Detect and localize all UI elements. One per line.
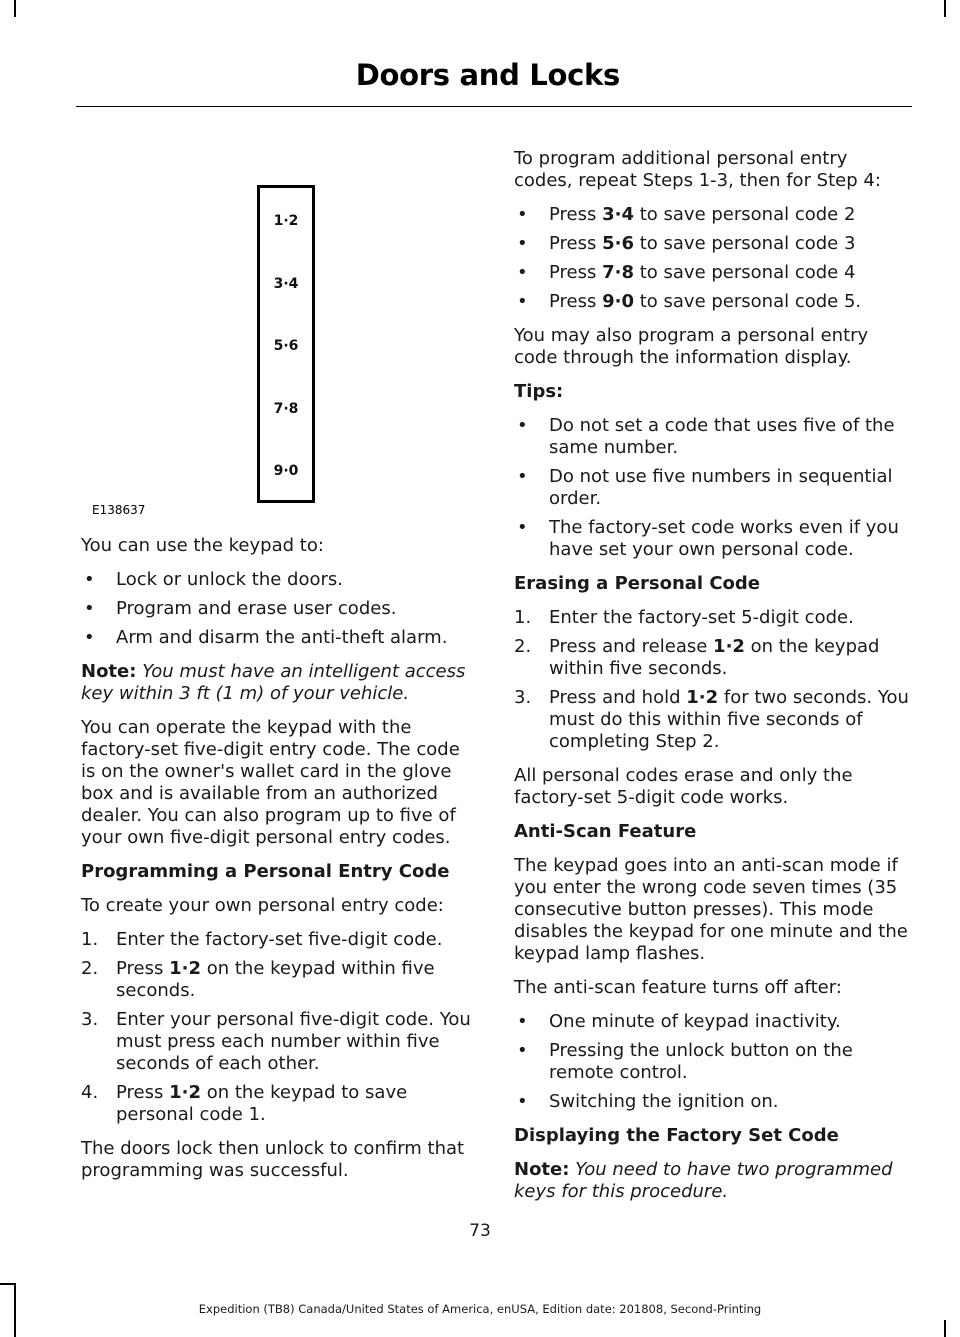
- footer-edition-text: Expedition (TB8) Canada/United States of America, enUSA, Edition date: 201808, Second-Printing: [198, 1302, 762, 1316]
- erase-result-paragraph: All personal codes erase and only the factory-set 5-digit code works.: [514, 765, 853, 808]
- keypad-key-1-2: 1·2: [273, 213, 299, 229]
- list-item: • The factory-set code works even if you have set your own personal code.: [517, 517, 899, 560]
- crop-mark: [14, 0, 16, 17]
- left-column: [81, 535, 476, 1194]
- list-item: • Pressing the unlock button on the remote control.: [517, 1040, 853, 1083]
- additional-codes-list: [514, 204, 910, 313]
- erasing-steps: [514, 607, 910, 753]
- page-title: Doors and Locks: [355, 58, 620, 92]
- keypad-illustration: [257, 185, 315, 503]
- note: Note: You must have an intelligent access key within 3 ft (1 m) of your vehicle.: [81, 661, 466, 704]
- additional-intro: To program additional personal entry codes, repeat Steps 1-3, then for Step 4:: [514, 148, 881, 191]
- crop-mark: [944, 0, 946, 17]
- right-column: [514, 148, 910, 1215]
- crop-mark: [944, 1320, 946, 1337]
- erasing-heading: Erasing a Personal Code: [514, 573, 761, 594]
- antiscan-heading: Anti-Scan Feature: [514, 821, 697, 842]
- list-item: 1. Enter the factory-set five-digit code.: [81, 929, 443, 950]
- list-item: 4. Press 1·2 on the keypad to save personal code 1.: [81, 1082, 408, 1125]
- keypad-key-5-6: 5·6: [273, 338, 299, 354]
- list-item: • Press 9·0 to save personal code 5.: [517, 291, 862, 312]
- note: Note: You need to have two programmed keys for this procedure.: [514, 1159, 893, 1202]
- keypad-uses-intro: You can use the keypad to:: [81, 535, 324, 556]
- list-item: • Program and erase user codes.: [84, 598, 397, 619]
- tips-heading: Tips:: [514, 381, 564, 402]
- antiscan-paragraph: The keypad goes into an anti-scan mode if you enter the wrong code seven times (35 consecutive button presses). This mode disables the keypad for one minute and the keypad lamp flashes.: [514, 855, 908, 964]
- list-item: • Lock or unlock the doors.: [84, 569, 343, 590]
- list-item: • One minute of keypad inactivity.: [517, 1011, 841, 1032]
- list-item: • Arm and disarm the anti-theft alarm.: [84, 627, 448, 648]
- list-item: 2. Press 1·2 on the keypad within five seconds.: [81, 958, 435, 1001]
- list-item: • Switching the ignition on.: [517, 1091, 779, 1112]
- antiscan-off-list: [514, 1011, 910, 1113]
- tips-list: [514, 415, 910, 561]
- crop-mark: [0, 1283, 16, 1285]
- figure-id: E138637: [92, 503, 146, 517]
- page-number: 73: [469, 1221, 491, 1241]
- list-item: • Do not use five numbers in sequential order.: [517, 466, 893, 509]
- programming-heading: Programming a Personal Entry Code: [81, 861, 450, 882]
- info-display-paragraph: You may also program a personal entry code through the information display.: [514, 325, 869, 368]
- factory-code-heading: Displaying the Factory Set Code: [514, 1125, 839, 1146]
- list-item: 2. Press and release 1·2 on the keypad within five seconds.: [514, 636, 880, 679]
- keypad-key-7-8: 7·8: [273, 401, 299, 417]
- list-item: 3. Press and hold 1·2 for two seconds. You must do this within five seconds of completing Step 2.: [514, 687, 909, 752]
- operate-paragraph: You can operate the keypad with the factory-set five-digit entry code. The code is on the owner's wallet card in the glove box and is available from an authorized dealer. You can also program up to five of your own five-digit personal entry codes.: [81, 717, 460, 848]
- programming-intro: To create your own personal entry code:: [81, 895, 444, 916]
- programming-steps: [81, 929, 476, 1126]
- keypad-figure: [92, 185, 412, 520]
- confirm-paragraph: The doors lock then unlock to confirm that programming was successful.: [81, 1138, 465, 1181]
- keypad-key-9-0: 9·0: [273, 463, 299, 479]
- list-item: • Do not set a code that uses five of the same number.: [517, 415, 895, 458]
- header-divider: [76, 106, 912, 107]
- list-item: • Press 3·4 to save personal code 2: [517, 204, 856, 225]
- keypad-key-3-4: 3·4: [273, 276, 299, 292]
- list-item: 1. Enter the factory-set 5-digit code.: [514, 607, 854, 628]
- list-item: • Press 5·6 to save personal code 3: [517, 233, 856, 254]
- list-item: • Press 7·8 to save personal code 4: [517, 262, 856, 283]
- antiscan-off-intro: The anti-scan feature turns off after:: [514, 977, 842, 998]
- keypad-uses-list: [81, 569, 476, 649]
- list-item: 3. Enter your personal five-digit code. You must press each number within five seconds of each other.: [81, 1009, 471, 1074]
